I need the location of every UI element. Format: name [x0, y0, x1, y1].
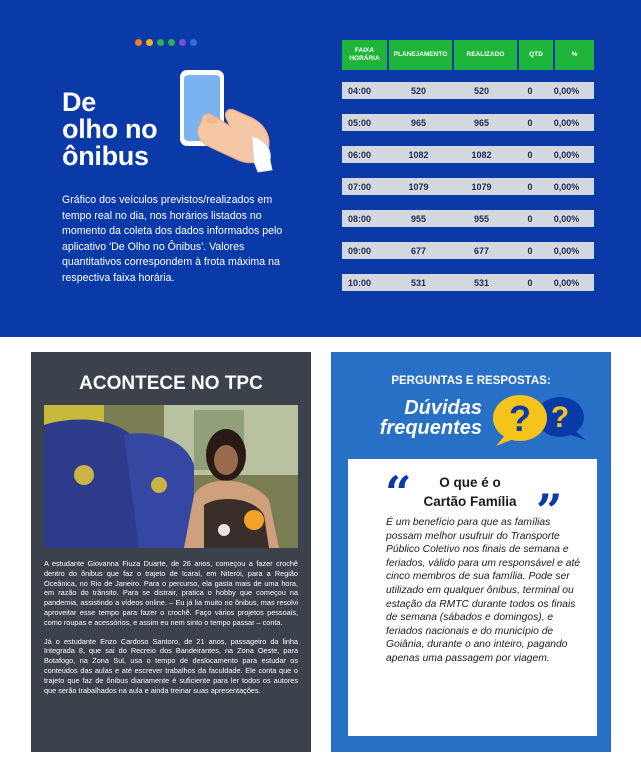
bus-photo: [44, 405, 298, 548]
color-dot: [135, 39, 142, 46]
cell-pct: 0,00%: [553, 245, 580, 256]
cell-faixa: 06:00: [348, 149, 372, 160]
col-pct: %: [555, 40, 594, 70]
cell-realizado: 955: [473, 213, 490, 224]
faq-question-line-1: O que é o: [439, 475, 501, 490]
cell-realizado: 520: [473, 85, 490, 96]
cell-pct: 0,00%: [553, 149, 580, 160]
cell-faixa: 09:00: [348, 245, 372, 256]
cell-qtd: 0: [527, 117, 533, 128]
cell-realizado: 531: [473, 277, 490, 288]
cell-planejamento: 520: [410, 85, 427, 96]
story-paragraph-1: A estudante Giovanna Fiuza Duarte, de 26 anos, começou a fazer crochê dentro do ônibus que faz o trajeto de Icaraí, em Niterói, para a Região Oceânica, no Rio de Janeiro. Para o percurso, ela gasta mais de uma hora, em razão do trânsito. Para se distrair, pratica o hobby que começou na pandemia, assistindo a vídeos online. – Eu já lia muito no ônibus, mas resolvi aproveitar esse tempo para fazer o crochê. Faço vários projetos pessoais, como roupas e acessórios, e assim eu nem sinto o tempo passar – conta.: [44, 559, 298, 627]
faq-title: [352, 398, 482, 438]
cell-realizado: 1082: [471, 149, 492, 160]
fleet-table: [342, 40, 594, 306]
table-body: [342, 82, 594, 291]
open-quote-icon: “: [385, 466, 412, 520]
cell-qtd: 0: [527, 85, 533, 96]
table-row: [342, 178, 594, 195]
col-faixa: FAIXA HORÁRIA: [342, 40, 387, 70]
table-row: [342, 82, 594, 99]
cell-realizado: 1079: [471, 181, 492, 192]
table-row: [342, 274, 594, 291]
hand-phone-icon: [168, 66, 280, 176]
col-planejamento: PLANEJAMENTO: [389, 40, 452, 70]
faq-title-line-1: Dúvidas: [404, 397, 482, 419]
color-dot: [157, 39, 164, 46]
cell-pct: 0,00%: [553, 117, 580, 128]
acontece-story: [44, 559, 298, 695]
headline-line-2: olho no: [62, 114, 158, 144]
svg-text:?: ?: [509, 398, 531, 439]
cell-faixa: 07:00: [348, 181, 372, 192]
table-row: [342, 210, 594, 227]
faq-subtitle: PERGUNTAS E RESPOSTAS:: [391, 375, 551, 387]
cell-planejamento: 677: [410, 245, 427, 256]
close-quote-icon: ”: [536, 484, 563, 538]
cell-qtd: 0: [527, 245, 533, 256]
cell-qtd: 0: [527, 213, 533, 224]
cell-planejamento: 955: [410, 213, 427, 224]
description: Gráfico dos veículos previstos/realizados em tempo real no dia, nos horários listados no momento da coleta dos dados informados pelo aplicativo 'De Olho no Ônibus'. Valores quantitativos correspondem à frota máxima na respectiva faixa horária.: [62, 194, 283, 284]
cell-realizado: 677: [473, 245, 490, 256]
cell-faixa: 08:00: [348, 213, 372, 224]
faq-question-line-2: Cartão Família: [423, 494, 517, 509]
cell-pct: 0,00%: [553, 213, 580, 224]
cell-qtd: 0: [527, 277, 533, 288]
question-bubbles-icon: [490, 390, 590, 448]
table-row: [342, 242, 594, 259]
headline-line-1: De: [62, 87, 96, 117]
table-row: [342, 146, 594, 163]
color-dot: [168, 39, 175, 46]
cell-realizado: 965: [473, 117, 490, 128]
color-dot: [179, 39, 186, 46]
faq-question: [405, 473, 535, 511]
color-dot: [190, 39, 197, 46]
table-header: [342, 40, 594, 70]
cell-planejamento: 965: [410, 117, 427, 128]
svg-text:?: ?: [550, 401, 570, 434]
cell-qtd: 0: [527, 149, 533, 160]
cell-qtd: 0: [527, 181, 533, 192]
cell-faixa: 10:00: [348, 277, 372, 288]
faq-answer: É um benefício para que as famílias possam melhor usufruir do Transporte Público Coletivo nos finais de semana e feriados, válido para um responsável e até cinco membros de sua família. Pode ser utilizado em qualquer ônibus, terminal ou estação da RMTC durante todos os finais de semana (sábados e domingos), e feriados nacionais e do município de Goiânia, durante o ano inteiro, pagando apenas uma passagem por viagem.: [386, 517, 581, 664]
cell-planejamento: 1079: [408, 181, 429, 192]
headline: [62, 89, 157, 170]
col-qtd: QTD: [519, 40, 553, 70]
table-row: [342, 114, 594, 131]
acontece-title: ACONTECE NO TPC: [79, 373, 263, 394]
cell-planejamento: 531: [410, 277, 427, 288]
color-dot: [146, 39, 153, 46]
faq-title-line-2: frequentes: [379, 417, 482, 439]
cell-faixa: 05:00: [348, 117, 372, 128]
cell-planejamento: 1082: [408, 149, 429, 160]
cell-pct: 0,00%: [553, 181, 580, 192]
headline-line-3: ônibus: [62, 141, 149, 171]
color-dots: [135, 39, 197, 46]
col-realizado: REALIZADO: [454, 40, 517, 70]
story-paragraph-2: Já o estudante Enzo Cardoso Santoro, de 21 anos, passageiro da linha Integrada 8, que sai do Recreio dos Bandeirantes, na Zona Oeste, para Botafogo, na Zona Sul, usa o tempo de deslocamento para estudar os conteúdos das aulas e até escrever trabalhos da faculdade. Ele conta que o trajeto que faz de ônibus diariamente é suficiente para ler todos os autores que serão trabalhados na aula e ainda treinar suas apresentações.: [44, 636, 298, 695]
cell-faixa: 04:00: [348, 85, 372, 96]
cell-pct: 0,00%: [553, 85, 580, 96]
cell-pct: 0,00%: [553, 277, 580, 288]
